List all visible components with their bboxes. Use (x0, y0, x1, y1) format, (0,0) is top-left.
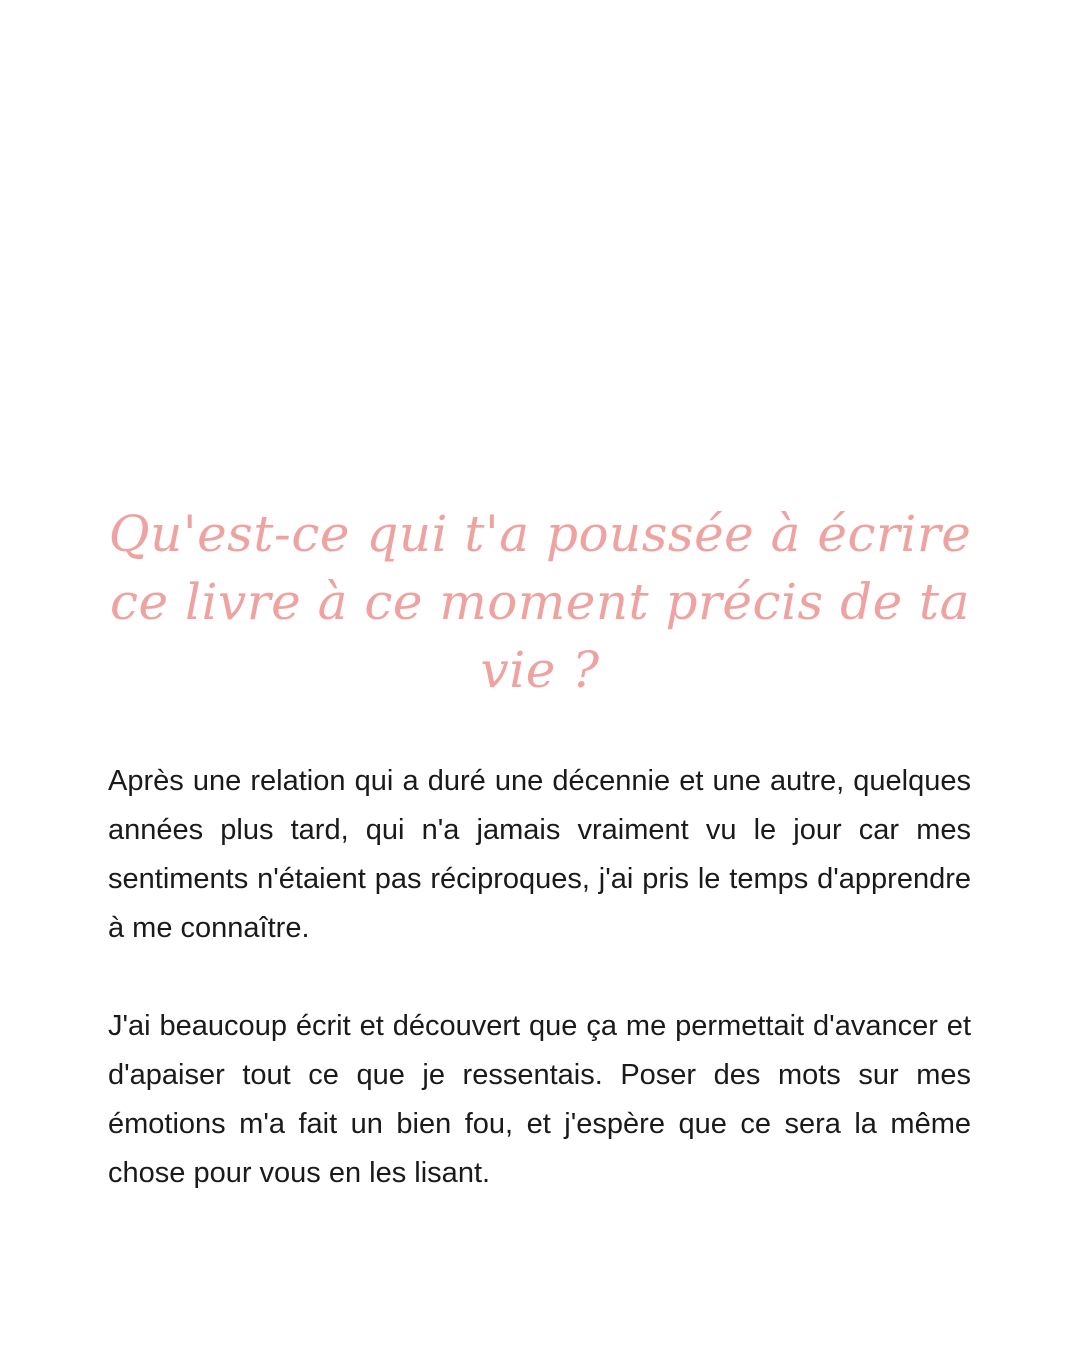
paragraph-1: Après une relation qui a duré une décennie et une autre, quelques années plus tard, qui n'a jamais vraiment vu le jour car mes sentiments n'étaient pas réciproques, j'ai pris le temps d'apprendre à me connaître. (108, 765, 971, 944)
paragraph-2: J'ai beaucoup écrit et découvert que ça me permettait d'avancer et d'apaiser tout ce que je ressentais. Poser des mots sur mes émotions m'a fait un bien fou, et j'espère que ce sera la même chose pour vous en les lisant. (108, 1010, 971, 1189)
question-heading: Qu'est-ce qui t'a poussée à écrire ce livre à ce moment précis de ta vie ? (108, 505, 972, 699)
answer-text (108, 757, 971, 1198)
